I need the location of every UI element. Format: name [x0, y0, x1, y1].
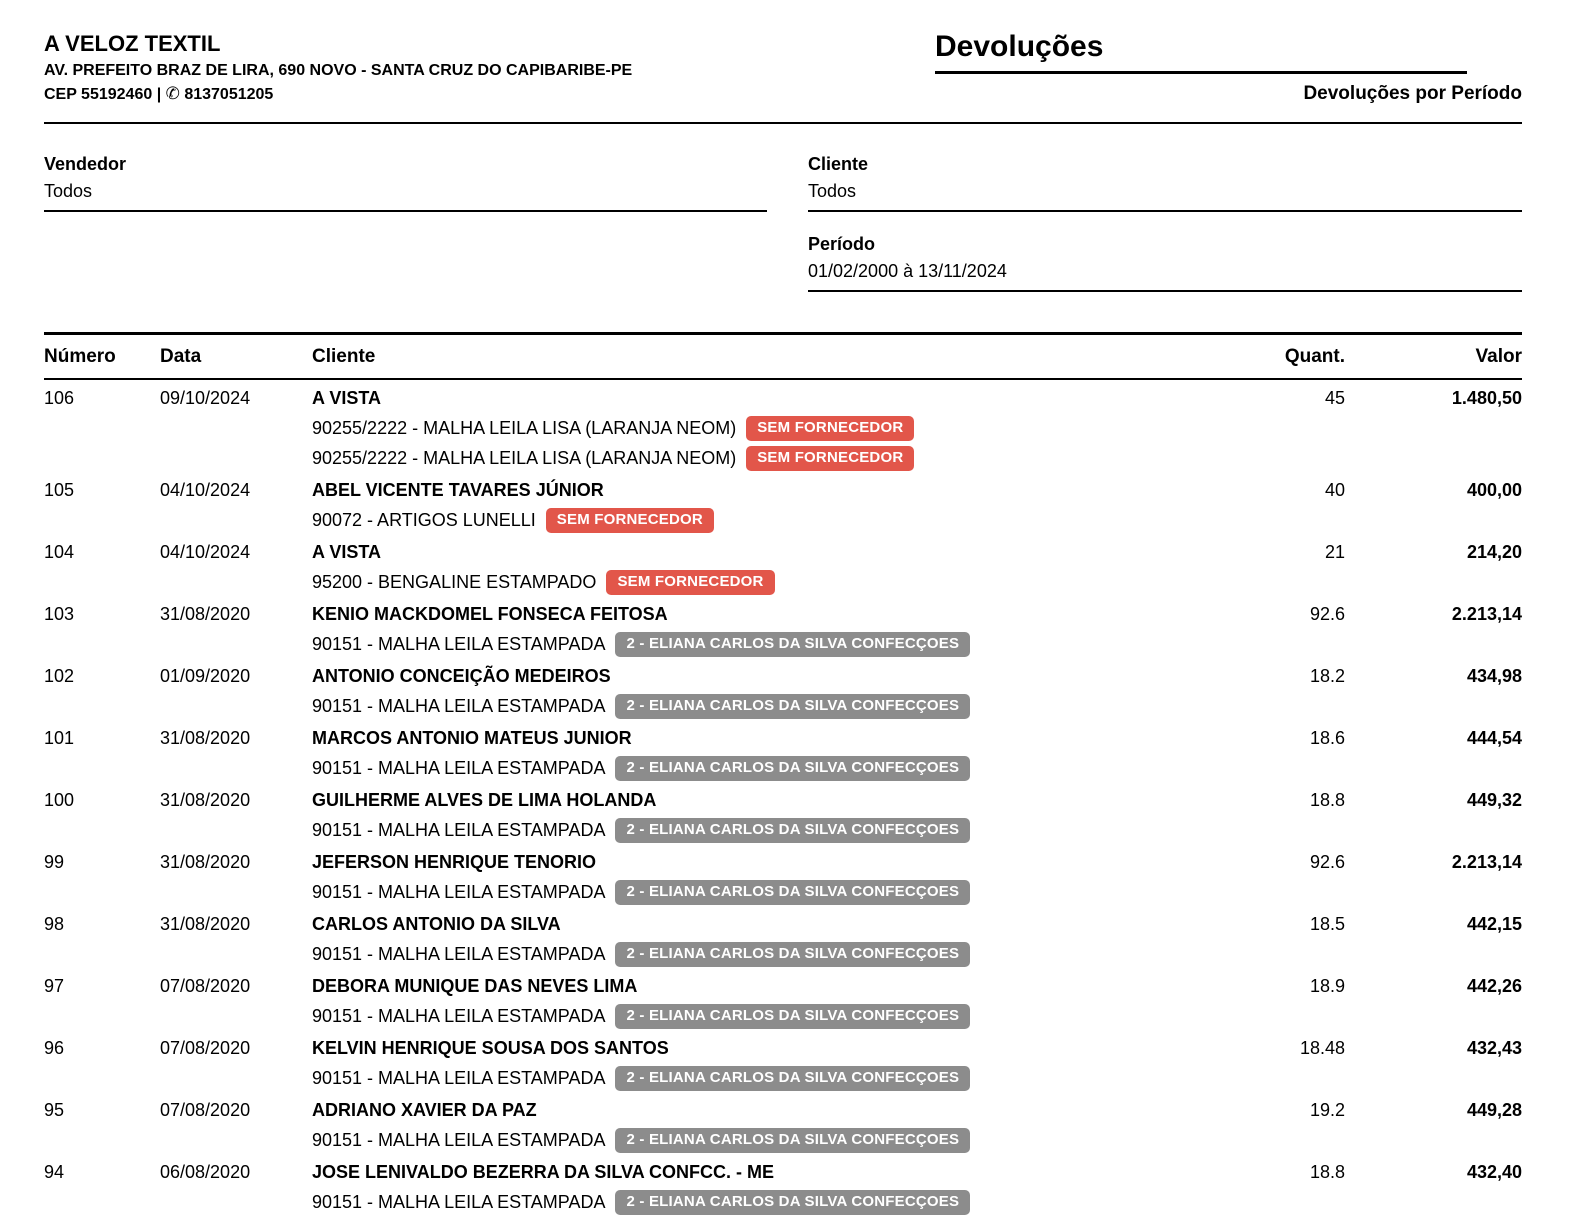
row-valor: 449,28 — [1466, 1100, 1522, 1121]
product-line — [312, 1063, 1522, 1093]
row-data: 31/08/2020 — [160, 604, 251, 625]
phone-number: 8137051205 — [184, 85, 274, 103]
product-text: 90151 - MALHA LEILA ESTAMPADA — [312, 1006, 606, 1027]
row-quant: 18.8 — [1309, 1162, 1345, 1183]
row-numero: 99 — [44, 852, 65, 873]
row-valor: 214,20 — [1466, 542, 1522, 563]
column-header-cliente: Cliente — [312, 346, 376, 368]
table-row — [44, 661, 1522, 721]
product-line — [312, 877, 1522, 907]
row-numero: 94 — [44, 1162, 65, 1183]
row-data: 31/08/2020 — [160, 914, 251, 935]
cliente-value: Todos — [808, 181, 1522, 212]
filter-cliente — [808, 154, 1522, 212]
no-supplier-badge: SEM FORNECEDOR — [606, 570, 774, 595]
company-address: AV. PREFEITO BRAZ DE LIRA, 690 NOVO - SANTA CRUZ DO CAPIBARIBE-PE — [44, 61, 633, 79]
column-header-data: Data — [160, 346, 202, 368]
product-line — [312, 1187, 1522, 1217]
row-main-line — [44, 971, 1522, 1001]
row-main-line — [44, 1157, 1522, 1187]
product-line — [312, 443, 1522, 473]
row-main-line — [44, 537, 1522, 567]
product-text: 90255/2222 - MALHA LEILA LISA (LARANJA NEOM) — [312, 418, 737, 439]
supplier-badge: 2 - ELIANA CARLOS DA SILVA CONFECÇOES — [615, 1066, 970, 1091]
filter-column-right — [808, 154, 1522, 292]
supplier-badge: 2 - ELIANA CARLOS DA SILVA CONFECÇOES — [615, 1004, 970, 1029]
row-valor: 432,43 — [1466, 1038, 1522, 1059]
table-row — [44, 847, 1522, 907]
row-cliente: MARCOS ANTONIO MATEUS JUNIOR — [312, 728, 632, 749]
row-data: 07/08/2020 — [160, 1100, 251, 1121]
report-subtitle: Devoluções por Período — [1303, 83, 1522, 104]
row-data: 09/10/2024 — [160, 388, 251, 409]
product-text: 90151 - MALHA LEILA ESTAMPADA — [312, 820, 606, 841]
table-row — [44, 537, 1522, 597]
row-data: 31/08/2020 — [160, 852, 251, 873]
report-title: Devoluções — [935, 30, 1467, 74]
product-text: 90151 - MALHA LEILA ESTAMPADA — [312, 1068, 606, 1089]
row-main-line — [44, 475, 1522, 505]
row-valor: 442,15 — [1466, 914, 1522, 935]
row-numero: 103 — [44, 604, 75, 625]
supplier-badge: 2 - ELIANA CARLOS DA SILVA CONFECÇOES — [615, 880, 970, 905]
product-line — [312, 629, 1522, 659]
supplier-badge: 2 - ELIANA CARLOS DA SILVA CONFECÇOES — [615, 818, 970, 843]
product-line — [312, 505, 1522, 535]
row-numero: 105 — [44, 480, 75, 501]
vendedor-label: Vendedor — [44, 154, 127, 175]
row-items — [312, 1125, 1522, 1155]
row-valor: 400,00 — [1466, 480, 1522, 501]
table-header-row — [44, 335, 1522, 380]
row-cliente: DEBORA MUNIQUE DAS NEVES LIMA — [312, 976, 638, 997]
row-numero: 95 — [44, 1100, 65, 1121]
product-line — [312, 1001, 1522, 1031]
row-cliente: JEFERSON HENRIQUE TENORIO — [312, 852, 597, 873]
row-main-line — [44, 1095, 1522, 1125]
product-line — [312, 413, 1522, 443]
no-supplier-badge: SEM FORNECEDOR — [746, 446, 914, 471]
report-page — [0, 30, 1582, 1212]
product-line — [312, 815, 1522, 845]
company-name: A VELOZ TEXTIL — [44, 31, 221, 56]
row-data: 01/09/2020 — [160, 666, 251, 687]
cliente-label: Cliente — [808, 154, 869, 175]
row-numero: 98 — [44, 914, 65, 935]
row-items — [312, 1063, 1522, 1093]
row-cliente: CARLOS ANTONIO DA SILVA — [312, 914, 561, 935]
supplier-badge: 2 - ELIANA CARLOS DA SILVA CONFECÇOES — [615, 694, 970, 719]
row-quant: 92.6 — [1309, 852, 1345, 873]
product-text: 90151 - MALHA LEILA ESTAMPADA — [312, 1192, 606, 1213]
row-quant: 18.48 — [1299, 1038, 1345, 1059]
column-header-numero: Número — [44, 346, 116, 368]
row-data: 04/10/2024 — [160, 480, 251, 501]
supplier-badge: 2 - ELIANA CARLOS DA SILVA CONFECÇOES — [615, 632, 970, 657]
header-divider — [44, 122, 1522, 124]
filters-section — [44, 154, 1522, 292]
table-row — [44, 909, 1522, 969]
row-items — [312, 505, 1522, 535]
row-main-line — [44, 909, 1522, 939]
row-quant: 18.9 — [1309, 976, 1345, 997]
supplier-badge: 2 - ELIANA CARLOS DA SILVA CONFECÇOES — [615, 756, 970, 781]
row-main-line — [44, 383, 1522, 413]
row-main-line — [44, 785, 1522, 815]
row-numero: 102 — [44, 666, 75, 687]
filter-column-left — [44, 154, 767, 292]
row-valor: 1.480,50 — [1451, 388, 1522, 409]
row-items — [312, 877, 1522, 907]
row-quant: 40 — [1324, 480, 1345, 501]
product-text: 90255/2222 - MALHA LEILA LISA (LARANJA NEOM) — [312, 448, 737, 469]
row-cliente: ABEL VICENTE TAVARES JÚNIOR — [312, 480, 604, 501]
row-numero: 106 — [44, 388, 75, 409]
product-line — [312, 691, 1522, 721]
product-text: 90151 - MALHA LEILA ESTAMPADA — [312, 634, 606, 655]
row-quant: 21 — [1324, 542, 1345, 563]
vendedor-value: Todos — [44, 181, 767, 212]
row-data: 07/08/2020 — [160, 976, 251, 997]
column-header-valor: Valor — [1475, 346, 1522, 368]
row-items — [312, 567, 1522, 597]
row-main-line — [44, 723, 1522, 753]
product-text: 90151 - MALHA LEILA ESTAMPADA — [312, 882, 606, 903]
supplier-badge: 2 - ELIANA CARLOS DA SILVA CONFECÇOES — [615, 1190, 970, 1215]
no-supplier-badge: SEM FORNECEDOR — [746, 416, 914, 441]
row-numero: 97 — [44, 976, 65, 997]
row-main-line — [44, 847, 1522, 877]
row-valor: 442,26 — [1466, 976, 1522, 997]
row-data: 07/08/2020 — [160, 1038, 251, 1059]
row-valor: 432,40 — [1466, 1162, 1522, 1183]
product-line — [312, 753, 1522, 783]
table-row — [44, 1095, 1522, 1155]
row-quant: 92.6 — [1309, 604, 1345, 625]
row-quant: 19.2 — [1309, 1100, 1345, 1121]
column-header-quant: Quant. — [1284, 346, 1345, 368]
table-row — [44, 475, 1522, 535]
row-numero: 96 — [44, 1038, 65, 1059]
table-row — [44, 971, 1522, 1031]
product-text: 90151 - MALHA LEILA ESTAMPADA — [312, 944, 606, 965]
row-data: 31/08/2020 — [160, 790, 251, 811]
row-cliente: ANTONIO CONCEIÇÃO MEDEIROS — [312, 666, 611, 687]
supplier-badge: 2 - ELIANA CARLOS DA SILVA CONFECÇOES — [615, 942, 970, 967]
row-main-line — [44, 661, 1522, 691]
row-numero: 101 — [44, 728, 75, 749]
table-row — [44, 383, 1522, 473]
table-row — [44, 723, 1522, 783]
row-quant: 18.6 — [1309, 728, 1345, 749]
row-items — [312, 629, 1522, 659]
product-text: 90072 - ARTIGOS LUNELLI — [312, 510, 536, 531]
product-line — [312, 567, 1522, 597]
row-numero: 104 — [44, 542, 75, 563]
company-cep-phone — [44, 82, 935, 107]
product-text: 90151 - MALHA LEILA ESTAMPADA — [312, 1130, 606, 1151]
row-cliente: A VISTA — [312, 542, 382, 563]
report-head — [935, 30, 1522, 105]
row-cliente: KELVIN HENRIQUE SOUSA DOS SANTOS — [312, 1038, 669, 1059]
product-text: 90151 - MALHA LEILA ESTAMPADA — [312, 696, 606, 717]
row-items — [312, 691, 1522, 721]
row-numero: 100 — [44, 790, 75, 811]
table-row — [44, 1033, 1522, 1093]
row-valor: 434,98 — [1466, 666, 1522, 687]
cep-text: CEP 55192460 | — [44, 85, 162, 103]
supplier-badge: 2 - ELIANA CARLOS DA SILVA CONFECÇOES — [615, 1128, 970, 1153]
product-line — [312, 1125, 1522, 1155]
product-text: 95200 - BENGALINE ESTAMPADO — [312, 572, 597, 593]
row-valor: 2.213,14 — [1451, 604, 1522, 625]
no-supplier-badge: SEM FORNECEDOR — [546, 508, 714, 533]
company-block — [44, 30, 935, 106]
row-valor: 444,54 — [1466, 728, 1522, 749]
table-body — [44, 380, 1522, 1217]
row-cliente: ADRIANO XAVIER DA PAZ — [312, 1100, 537, 1121]
product-text: 90151 - MALHA LEILA ESTAMPADA — [312, 758, 606, 779]
periodo-value: 01/02/2000 à 13/11/2024 — [808, 261, 1522, 292]
row-items — [312, 815, 1522, 845]
row-main-line — [44, 599, 1522, 629]
returns-table — [44, 332, 1522, 1217]
table-row — [44, 599, 1522, 659]
row-cliente: JOSE LENIVALDO BEZERRA DA SILVA CONFCC. - ME — [312, 1162, 775, 1183]
row-quant: 18.8 — [1309, 790, 1345, 811]
row-quant: 45 — [1324, 388, 1345, 409]
row-main-line — [44, 1033, 1522, 1063]
row-valor: 2.213,14 — [1451, 852, 1522, 873]
table-row — [44, 785, 1522, 845]
row-cliente: GUILHERME ALVES DE LIMA HOLANDA — [312, 790, 657, 811]
row-data: 04/10/2024 — [160, 542, 251, 563]
page-header — [44, 30, 1522, 106]
row-items — [312, 939, 1522, 969]
row-valor: 449,32 — [1466, 790, 1522, 811]
table-row — [44, 1157, 1522, 1217]
filter-vendedor — [44, 154, 767, 212]
phone-icon: ✆ — [165, 83, 180, 103]
row-items — [312, 753, 1522, 783]
row-cliente: A VISTA — [312, 388, 382, 409]
periodo-label: Período — [808, 234, 876, 255]
row-cliente: KENIO MACKDOMEL FONSECA FEITOSA — [312, 604, 668, 625]
row-data: 31/08/2020 — [160, 728, 251, 749]
row-data: 06/08/2020 — [160, 1162, 251, 1183]
row-quant: 18.2 — [1309, 666, 1345, 687]
row-items — [312, 1187, 1522, 1217]
row-items — [312, 413, 1522, 473]
row-quant: 18.5 — [1309, 914, 1345, 935]
product-line — [312, 939, 1522, 969]
filter-periodo — [808, 234, 1522, 292]
row-items — [312, 1001, 1522, 1031]
